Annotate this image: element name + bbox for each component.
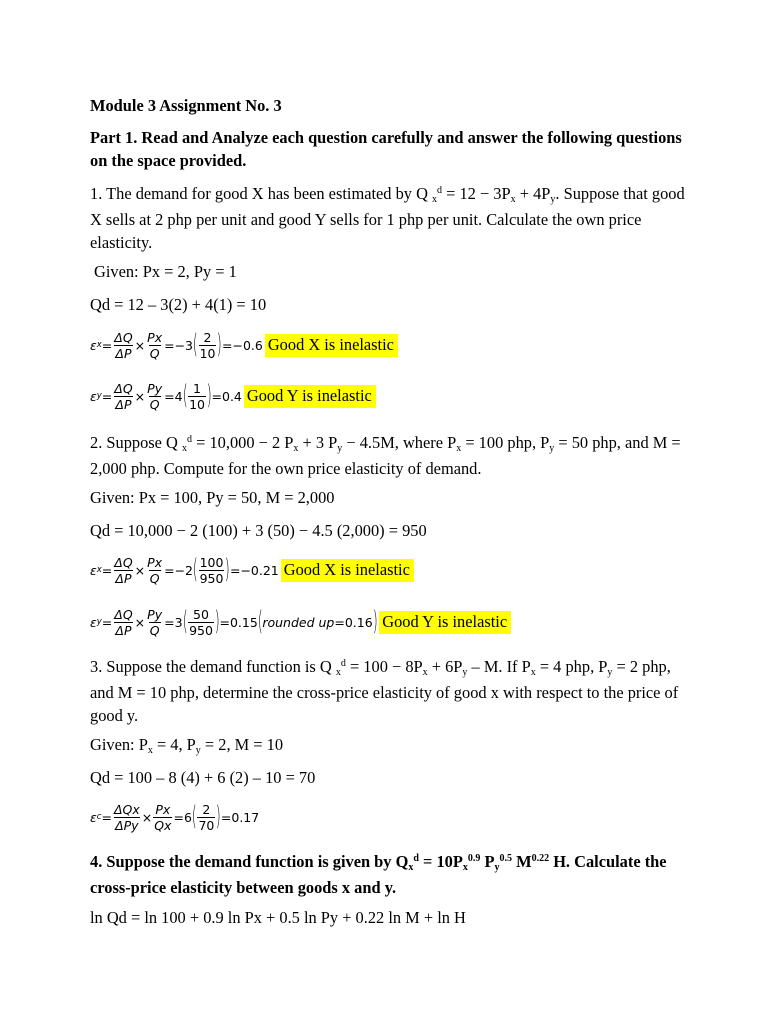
part-instructions: Part 1. Read and Analyze each question carefully and answer the following questions on the space provided. [90, 128, 682, 170]
module-title: Module 3 Assignment No. 3 [90, 96, 282, 115]
question-1-elasticity-x: ε x = $\frac{\Delta Q}{\Delta P}$ × $\frac{Px}{Q}$ = −3 ( $\frac{2}{10}$ ) =−0.6 Good X is inelastic [90, 328, 398, 362]
question-1-qd: Qd = 12 – 3(2) + 4(1) = 10 [90, 295, 267, 314]
good-y-inelastic-highlight: Good Y is inelastic [244, 385, 376, 408]
question-3-cross-elasticity: ε c = $\frac{\text{ΔQx}}{\text{ΔPy}}$ × $\frac{Px}{Qx}$ = 6 ( $\frac{2}{70}$ ) =0.17 [90, 801, 260, 833]
question-4-text: 4. Suppose the demand function is given by $Qx^d = 10Px^{0.9}$ $Py^{0.5}$ $M^{0.22}$ H. Calculate the cross-price elasticity between goods x and y. [90, 852, 667, 897]
question-1-given: Given: Px = 2, Py = 1 [94, 262, 237, 281]
good-x-inelastic-highlight: Good X is inelastic [265, 334, 398, 357]
question-3-qd: Qd = 100 – 8 (4) + 6 (2) – 10 = 70 [90, 768, 316, 787]
question-2-text: 2. Suppose Q $x^d = 10,000 - 2$ Px + 3 Py − 4.5M, where Px = 100 php, Py = 50 php, and M = 2,000 php. Compute for the own price elasticity of demand. [90, 433, 681, 478]
question-2-elasticity-x: ε x = $\frac{\Delta Q}{\Delta P}$ × $\frac{Px}{Q}$ = −2 ( $\frac{100}{950}$ ) =−0.21 Good X is inelastic [90, 553, 414, 587]
question-4-ln-equation: ln Qd = ln 100 + 0.9 ln Px + 0.5 ln Py + 0.22 ln M + ln H [90, 908, 466, 927]
good-y-inelastic-highlight: Good Y is inelastic [379, 611, 511, 634]
question-2-qd: Qd = 10,000 − 2 (100) + 3 (50) − 4.5 (2,000) = 950 [90, 521, 427, 540]
good-x-inelastic-highlight: Good X is inelastic [281, 559, 414, 582]
question-2-given: Given: Px = 100, Py = 50, M = 2,000 [90, 488, 335, 507]
question-2-elasticity-y: ε y = $\frac{\Delta Q}{\Delta P}$ × $\frac{Py}{Q}$ = 3 ( $\frac{50}{950}$ ) =0.15 ( rounded up =0.16 ) Good Y is inelastic [90, 605, 511, 639]
question-1-text: 1. The demand for good X has been estimated by Q $x^d = 12 - 3Px + 4Py$. Suppose that good X sells at 2 php per unit and good Y sells for 1 php per unit. Calculate the own price elasticity. [90, 184, 685, 252]
question-1-elasticity-y: ε y = $\frac{\Delta Q}{\Delta P}$ × $\frac{Py}{Q}$ = 4 ( $\frac{1}{10}$ ) =0.4 Good Y is inelastic [90, 379, 376, 413]
question-3-text: 3. Suppose the demand function is Q $x^d = 100 - 8Px + 6Py - M$. If Px = 4 php, Py = 2 php, and M = 10 php, determine the cross-price elasticity of good x with respect to the price of good y. [90, 657, 679, 725]
question-3-given: Given: Px = 4, Py = 2, M = 10 [90, 735, 284, 756]
